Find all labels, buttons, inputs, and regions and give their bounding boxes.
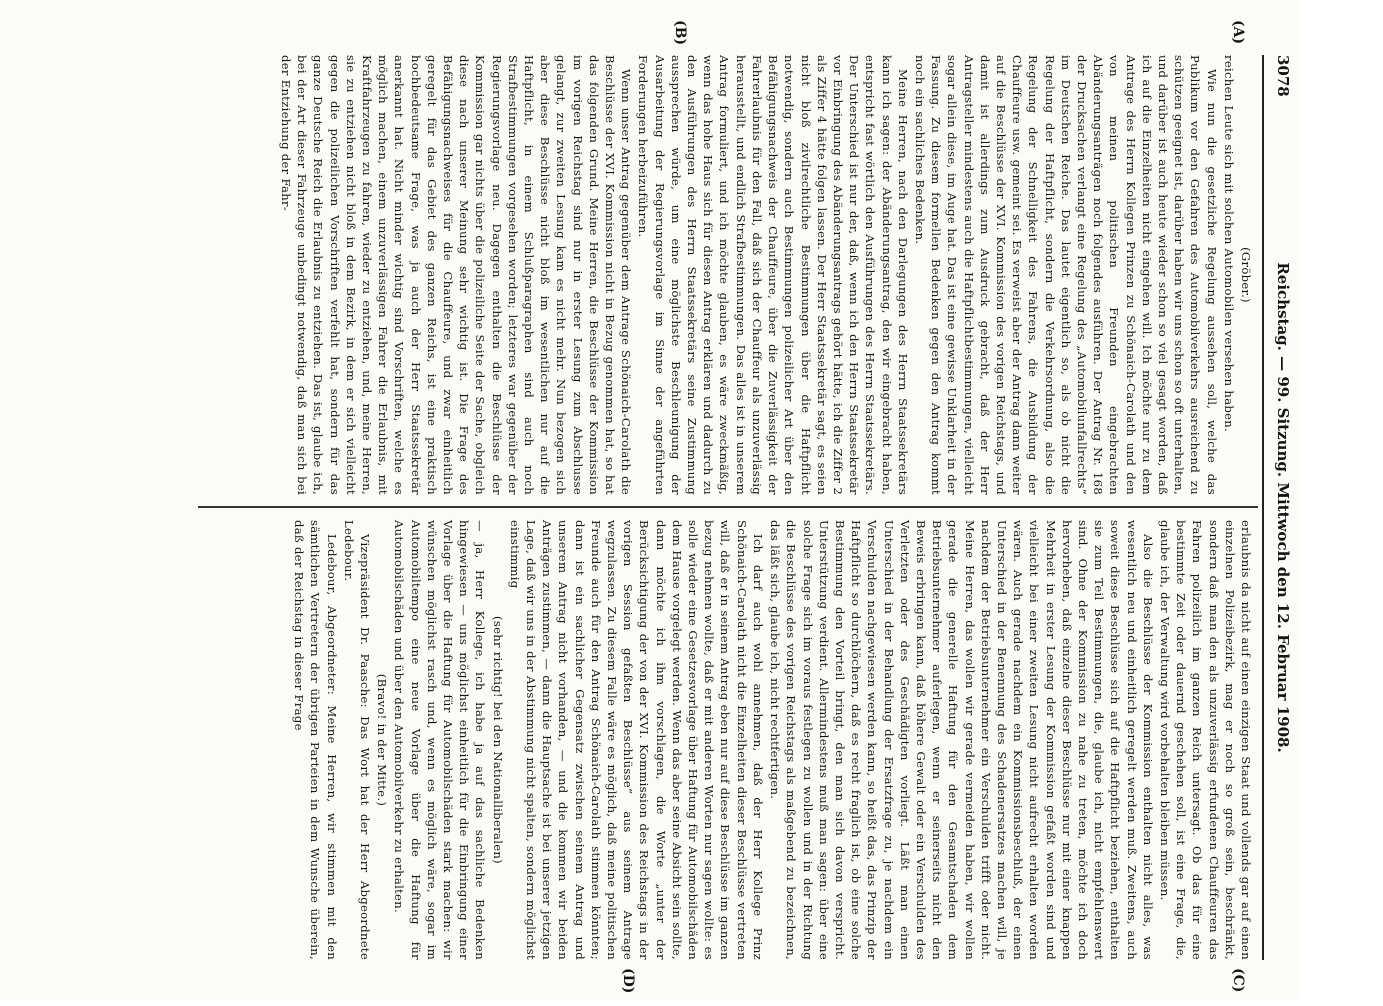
page-number: 3078: [1274, 55, 1292, 97]
interjection: (sehr richtig! bei den Nationalliberalen): [490, 616, 505, 864]
margin-mark-b: (B): [672, 20, 688, 46]
header-rule: [1262, 55, 1264, 960]
right-column: [290, 520, 1254, 960]
paragraph: — ja, Herr Kollege, ich habe ja auf das sachliche Bedenken hingewiesen — uns möglichst einheitlich für die Einbringung einer Vorlage über die Haftung für Automobilschäden stark machen: wir wünschen möglichst rasch und, wenn es möglich wäre, sogar im Automobiltempo eine neue Vorlage über die Haftung für Automobilschäden und über den Automobilverkehr zu erhalten.: [392, 520, 488, 960]
paragraph: Meine Herren, nach den Darlegungen des Herrn Staatssekretärs kann ich sagen: der Abänderungsantrag, den wir eingebracht haben, entspricht fast wörtlich den Ausführungen des Herrn Staatssekretärs. Der Unterschied ist nur der, daß, wenn ich den Herrn Staatssekretär vor Einbringung des Abänderungsantrags gehört hätte, ich die Ziffer 2 als Ziffer 4 hätte folgen lassen. Der Herr Staatssekretär sagt, es seien nicht bloß zivilrechtliche Bestimmungen über die Haftpflicht notwendig, sondern auch Bestimmungen polizeilicher Art über den Befähigungsnachweis der Chauffeure, über die Zuverlässigkeit der Fahrerlaubnis für den Fall, daß sich der Chauffeur als unzuverlässig herausstellt, und endlich Strafbestimmungen. Das alles ist in unserem Antrag formuliert, und ich möchte glauben, es wäre zweckmäßig, wenn das hohe Haus sich für diesen Antrag erklären und dadurch zu den Ausführungen des Herrn Staatssekretärs seine Zustimmung aussprechen würde, um eine möglichste Beschleunigung der Ausarbeitung der Regierungsvorlage im Sinne der angeführten Forderungen herbeizuführen.: [636, 55, 910, 495]
running-title: Reichstag. — 99. Sitzung. Mittwoch den 12. Februar 1908.: [1274, 262, 1292, 753]
margin-mark-d: (D): [620, 968, 636, 994]
interjection: (Bravo! in der Mitte.): [375, 673, 390, 807]
speaker-statement: Ledebour, Abgeordneter: Meine Herren, wir stimmen mit den sämtlichen Vertretern der übrigen Parteien in dem Wunsche überein, daß der Reichstag in dieser Frage: [292, 520, 339, 960]
paragraph: reichen Leute sich mit solchen Automobilen versehen haben.: [1221, 55, 1236, 433]
paragraph: erlaubnis da nicht auf einen einzigen Staat und vollends gar auf einen einzelnen Polizeibezirk, mag er noch so groß sein, beschränkt, sondern daß man den als unzuverlässig erfundenen Chauffeuren das Fahren polizeilich im ganzen Reich untersagt. Ob das für eine bestimmte Zeit oder dauernd geschehen soll, ist eine Frage, die, glaube ich, der Verwaltung wird vorbehalten bleiben müssen.: [1157, 520, 1253, 960]
running-head: [1266, 55, 1292, 960]
speaker-label: (Gröber.): [1239, 247, 1253, 303]
paragraph: Wie nun die gesetzliche Regelung aussehen soll, welche das Publikum vor den Gefahren des Automobilverkehrs ausreichend zu schützen geeignet ist, darüber haben wir uns schon so oft unterhalten, und darüber ist auch heute wieder schon so viel gesagt worden, daß ich auf die Einzelheiten nicht eingehen will. Ich möchte nur zu dem Antrage des Herrn Kollegen Prinzen zu Schönaich-Carolath und den von meinen politischen Freunden eingebrachten Abänderungsanträgen noch folgendes ausführen. Der Antrag Nr. 168 der Drucksachen verlangt eine Regelung des „Automobilunfallrechts“ im Deutschen Reiche. Das lautet eigentlich so, als ob nicht die Regelung der Haftpflicht, sondern die Verkehrsordnung, also die Regelung der Schnelligkeit des Fahrens, die Ausbildung der Chauffeure usw. gemeint sei. Es verweist aber der Antrag dann weiter auf die Beschlüsse der XVI. Kommission des vorigen Reichstags, und damit ist allerdings zum Ausdruck gebracht, daß der Herr Antragsteller mindestens auch die Haftpflichtbestimmungen, vielleicht sogar allein diese, im Auge hat. Das ist eine gewisse Unklarheit in der Fassung. Zu diesem formellen Bedenken gegen den Antrag kommt noch ein sachliches Bedenken.: [912, 55, 1219, 495]
paragraph: Ich darf auch wohl annehmen, daß der Herr Kollege Prinz Schönaich-Carolath nicht die Einzelheiten dieser Beschlüsse vertreten will, daß er in seinem Antrag eben nur auf diese Beschlüsse im ganzen bezug nehmen wollte, daß er mit anderen Worten nur sagen wollte: es solle wieder eine Gesetzesvorlage über Haftung für Automobilschäden dem Hause vorgelegt werden. Wenn das aber seine Absicht sein sollte, dann möchte ich ihm vorschlagen, die Worte „unter der Berücksichtigung der von der XVI. Kommission des Reichstags in der vorigen Session gefaßten Beschlüsse“ aus seinem Antrage wegzulassen. Zu diesem Falle wäre es möglich, daß meine politischen Freunde auch für den Antrag Schönaich-Carolath stimmen könnten; dann ist ein sachlicher Gegensatz zwischen seinem Antrag und unserem Antrag nicht vorhanden, — und die kommen wir beiden Anträgen zustimmen, — dann die Hauptsache ist bei unserer jetzigen Lage, daß wir uns in der Abstimmung nicht spalten, sondern möglichst einstimmig: [507, 520, 765, 960]
paragraph: Wenn unser Antrag gegenüber dem Antrage Schönaich-Carolath die Beschlüsse der XVI. Kommission nicht in Bezug genommen hat, so hat das folgenden Grund. Meine Herren, die Beschlüsse der Kommission im vorigen Reichstag sind nur in erster Lesung zum Abschlusse gelangt, zur zweiten Lesung kam es nicht mehr. Nun bezogen sich aber diese Beschlüsse nicht bloß im wesentlichen nur auf die Haftpflicht, in einem Schlußparagraphen sind auch noch Strafbestimmungen vorgesehen worden; letzteres war gegenüber der Regierungsvorlage neu. Dagegen enthalten die Beschlüsse der Kommission gar nichts über die polizeiliche Seite der Sache, obgleich diese nach unserer Meinung sehr wichtig ist. Die Frage des Befähigungsnachweises für die Chauffeure, und zwar einheitlich geregelt für das Gebiet des ganzen Reichs, ist eine praktisch hochbedeutsame Frage, was ja auch der Herr Staatssekretär anerkannt hat. Nicht minder wichtig sind Vorschriften, welche es möglich machen, einem unzuverlässigen Fahrer die Erlaubnis, mit Kraftfahrzeugen zu fahren, wieder zu entziehen, und, meine Herren, sie zu entziehen nicht bloß in dem Bezirk, in dem er sich vielleicht gegen die polizeilichen Vorschriften verfehlt hat, sondern für das ganze Deutsche Reich die Erlaubnis zu entziehen. Das ist, glaube ich, bei der Art dieser Fahrzeuge unbedingt notwendig, daß man sich bei der Entziehung der Fahr-: [279, 55, 634, 495]
margin-mark-c: (C): [1230, 968, 1246, 993]
margin-mark-a: (A): [1230, 20, 1246, 45]
left-column: [277, 55, 1254, 495]
paragraph: Also die Beschlüsse der Kommission enthalten nicht alles, was wesentlich neu und einheitlich geregelt werden muß. Zweitens, auch soweit diese Beschlüsse sich auf die Haftpflicht beziehen, enthalten sie zum Teil Bestimmungen, die, glaube ich, nicht empfehlenswert sind. Ohne der Kommission zu nahe zu treten, möchte ich doch hervorheben, daß einzelne dieser Beschlüsse nur mit einer knappen Mehrheit in erster Lesung der Kommission gefaßt worden sind und vielleicht bei einer zweiten Lesung nicht aufrecht erhalten worden wären. Auch gerade nachdem ein Kommissionsbeschluß, der einen Unterschied in der Benennung des Schadenersatzes machen will, je nachdem der Betriebsunternehmer ein Verschulden trifft oder nicht. Meine Herren, das wollen wir gerade vermeiden haben, wir wollen gerade die generelle Haftung für den Gesamtschaden dem Betriebsunternehmer auferlegen, wenn er seinerseits nicht den Beweis erbringen kann, daß höhere Gewalt oder ein Verschulden des Verletzten oder des Geschädigten vorliegt. Läßt man einen Unterschied in der Behandlung der Ersatzfrage zu, je nachdem ein Verschulden nachgewiesen werden kann, so heißt das, das Prinzip der Haftpflicht so durchlöchern, daß es recht fraglich ist, ob eine solche Bestimmung den Vorteil bringt, den man sich davon verspricht. Unterstützung verdient. Allermindestens muß man sagen: über eine solche Frage sich im voraus festlegen zu wollen und in der Richtung die Beschlüsse des vorigen Reichstags als maßgebend zu bezeichnen, das läßt sich, glaube ich, nicht rechtfertigen.: [768, 520, 1155, 960]
president-statement: Vizepräsident Dr. Paasche: Das Wort hat der Herr Abgeordnete Ledebour.: [341, 520, 373, 960]
column-divider: [198, 506, 1258, 508]
